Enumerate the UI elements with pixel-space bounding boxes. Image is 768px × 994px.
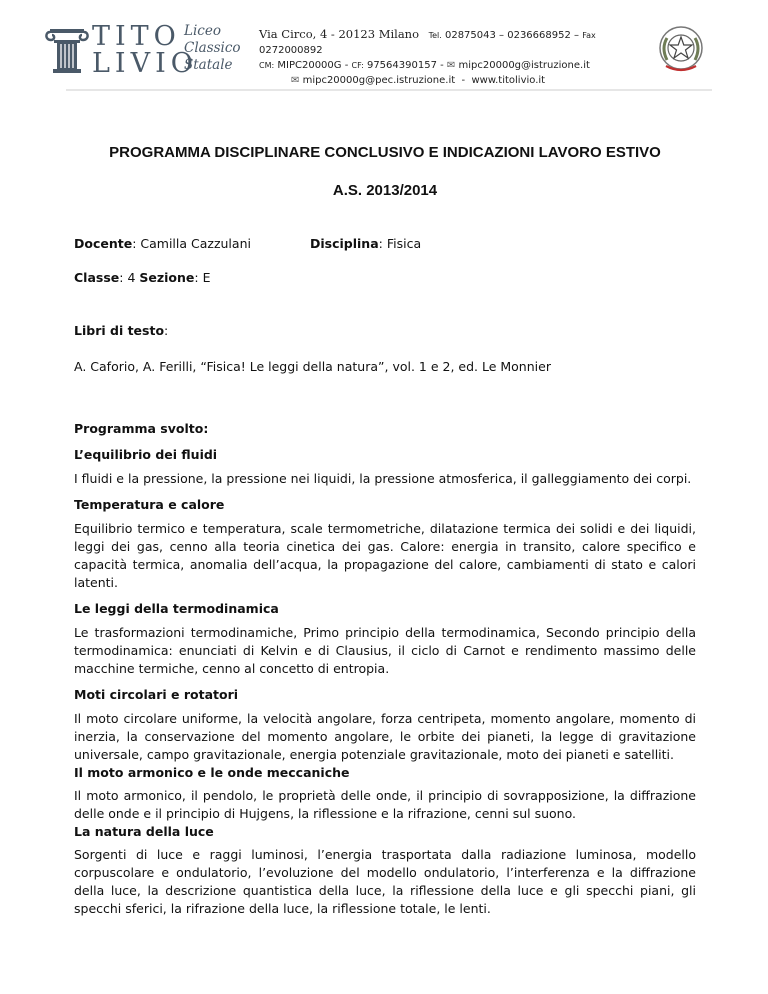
school-contact-info xyxy=(259,27,649,88)
textbooks-heading xyxy=(74,322,696,340)
contact-line-2: CM: MIPC20000G - CF: 97564390157 - ✉ mipc20000g@istruzione.it xyxy=(259,60,590,71)
telephone-numbers: 02875043 – 0236668952 xyxy=(444,30,571,41)
program-section xyxy=(74,446,696,488)
contact-line-3 xyxy=(259,73,649,88)
section-body: Equilibrio termico e temperatura, scale termometriche, dilatazione termica dei solidi e dei liquidi, leggi dei gas, cenno alla teoria cinetica dei gas. Calore: energia in transito, calore specifico e capacità termica, anomalia dell’acqua, la propagazione del calore, cambiamenti di stato e calori latenti. xyxy=(74,521,696,590)
contact-line-1: Via Circo, 4 - 20123 Milano Tel. 02875043 – 0236668952 – Fax 0272000892 xyxy=(259,27,596,56)
subject-field xyxy=(310,235,421,253)
contact-separator: - xyxy=(461,75,466,86)
section-body: Il moto armonico, il pendolo, le proprietà delle onde, il principio di sovrapposizione, la diffrazione delle onde e il principio di Hujgens, la riflessione e la rifrazione, cenni sul suono. xyxy=(74,788,696,821)
class-value: : 4 xyxy=(119,270,136,285)
program-heading-label: Programma svolto: xyxy=(74,421,209,436)
section-label: Sezione xyxy=(139,270,195,285)
teacher-label: Docente xyxy=(74,236,133,251)
teacher-name: : Camilla Cazzulani xyxy=(132,236,251,251)
textbooks-label: Libri di testo xyxy=(74,323,165,338)
school-pec-email[interactable]: mipc20000g@pec.istruzione.it xyxy=(302,75,456,86)
envelope-icon: ✉ xyxy=(446,60,456,71)
program-section xyxy=(74,764,696,823)
school-year: A.S. 2013/2014 xyxy=(332,182,438,199)
logo-sub-classico: Classico xyxy=(184,40,241,56)
section-title: L’equilibrio dei fluidi xyxy=(74,447,218,462)
document-body xyxy=(74,143,696,918)
school-logo xyxy=(44,20,254,78)
section-title: Temperatura e calore xyxy=(74,497,225,512)
class-label: Classe xyxy=(74,270,120,285)
logo-word-livio: LIVIO xyxy=(92,48,198,79)
document-title: PROGRAMMA DISCIPLINARE CONCLUSIVO E INDICAZIONI LAVORO ESTIVO xyxy=(109,144,661,161)
fax-label: Fax xyxy=(582,31,596,40)
section-title: Moti circolari e rotatori xyxy=(74,687,239,702)
program-section xyxy=(74,496,696,592)
section-body: Sorgenti di luce e raggi luminosi, l’energia trasportata dalla radiazione luminosa, modello corpuscolare e ondulatorio, l’evoluzione del modello ondulatorio, l’interferenza e la diffrazione della luce, la descrizione quantistica della luce, la riflessione della luce e gli specchi piani, gli specchi sferici, la rifrazione della luce, la riflessione totale, le lenti. xyxy=(74,847,696,916)
fax-number: 0272000892 xyxy=(259,45,323,56)
section-title: Il moto armonico e le onde meccaniche xyxy=(74,765,350,780)
program-heading xyxy=(74,420,696,438)
subject-label: Disciplina xyxy=(310,236,379,251)
school-address: Via Circo, 4 - 20123 Milano xyxy=(259,27,420,41)
subject-name: : Fisica xyxy=(378,236,422,251)
section-value: : E xyxy=(194,270,211,285)
logo-word-tito: TITO xyxy=(92,21,181,52)
program-section xyxy=(74,600,696,678)
logo-sub-liceo: Liceo xyxy=(184,23,221,39)
italian-republic-emblem-icon xyxy=(657,22,705,76)
tel-label: Tel. xyxy=(428,31,442,40)
textbooks-colon: : xyxy=(164,323,169,338)
header-divider xyxy=(66,89,712,91)
section-body: Il moto circolare uniforme, la velocità angolare, forza centripeta, momento angolare, momento di inerzia, la conservazione del momento angolare, le orbite dei pianeti, la legge di gravitazione universale, campo gravitazionale, energia potenziale gravitazionale, moto dei pianeti e satelliti. xyxy=(74,711,696,762)
program-section xyxy=(74,823,696,918)
cf-code: 97564390157 - xyxy=(366,60,444,71)
class-section-row xyxy=(74,269,696,287)
teacher-field xyxy=(74,235,310,253)
teacher-subject-row xyxy=(74,235,696,253)
cm-label: CM: xyxy=(259,61,275,70)
section-body: Le trasformazioni termodinamiche, Primo principio della termodinamica, Secondo principio della termodinamica: enunciati di Kelvin e di Clausius, il ciclo di Carnot e rendimento massimo delle macchine termiche, cenno al concetto di entropia. xyxy=(74,625,696,676)
program-section xyxy=(74,686,696,764)
logo-sub-statale: Statale xyxy=(184,57,233,73)
school-website[interactable]: www.titolivio.it xyxy=(471,75,546,86)
envelope-icon: ✉ xyxy=(291,75,300,86)
ionic-column-icon xyxy=(44,24,90,74)
cm-code: MIPC20000G xyxy=(277,60,342,71)
school-email[interactable]: mipc20000g@istruzione.it xyxy=(458,60,590,71)
letterhead xyxy=(0,0,768,95)
textbooks-text: A. Caforio, A. Ferilli, “Fisica! Le leggi della natura”, vol. 1 e 2, ed. Le Monnier xyxy=(74,359,551,374)
cf-label: CF: xyxy=(351,61,364,70)
section-title: La natura della luce xyxy=(74,824,214,839)
section-body: I fluidi e la pressione, la pressione nei liquidi, la pressione atmosferica, il galleggiamento dei corpi. xyxy=(74,471,692,486)
section-title: Le leggi della termodinamica xyxy=(74,601,279,616)
